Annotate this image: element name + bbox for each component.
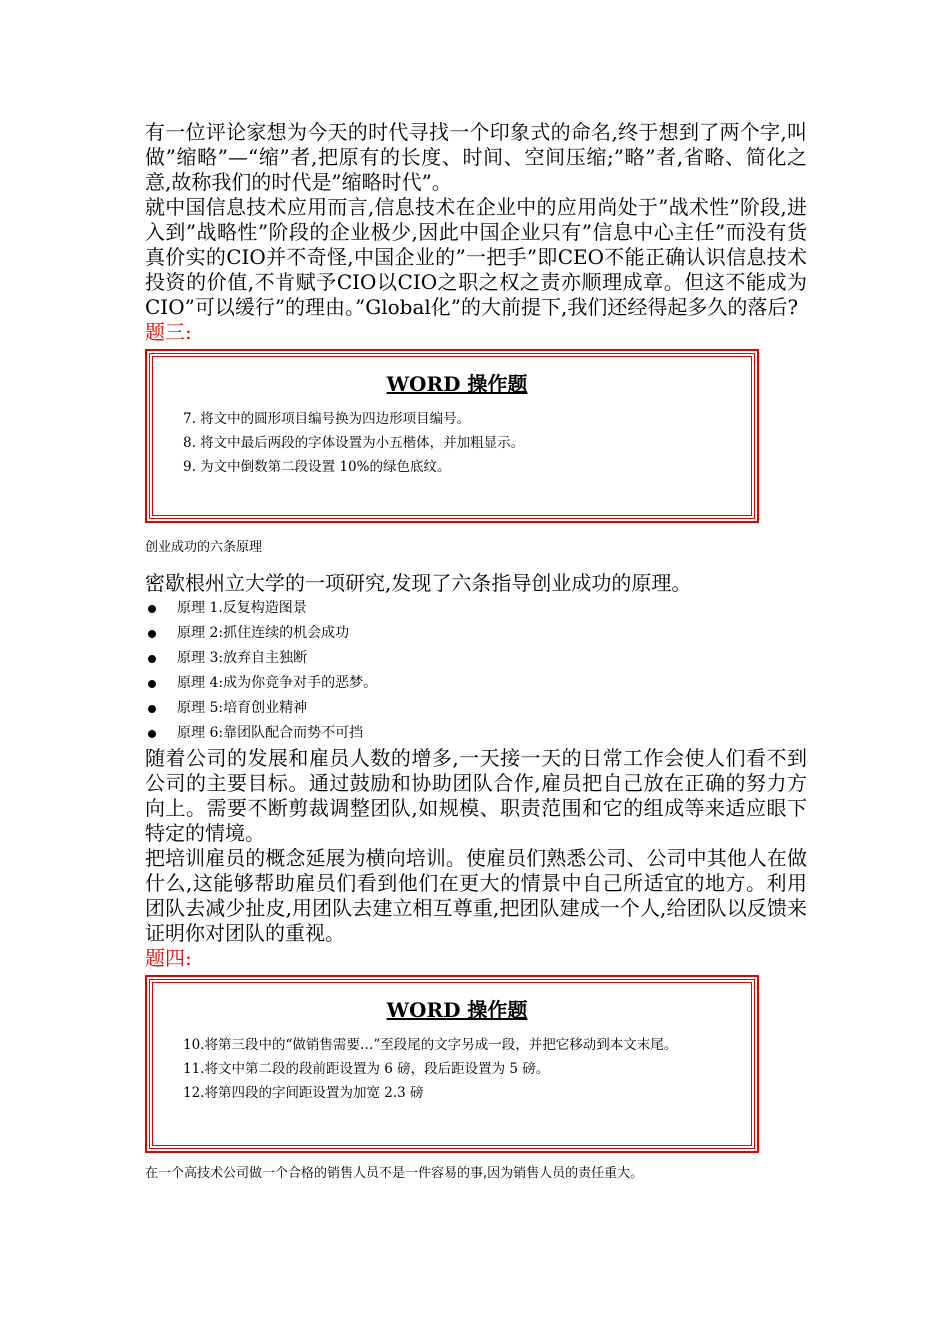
section3-task-9: 9. 为文中倒数第二段设置 10%的绿色底纹。 <box>183 459 451 475</box>
section3-task-7: 7. 将文中的圆形项目编号换为四边形项目编号。 <box>183 411 471 427</box>
section4-task-10: 10.将第三段中的“做销售需要…”至段尾的文字另成一段，并把它移动到本文末尾。 <box>183 1037 678 1053</box>
principle-item-1 <box>145 596 807 621</box>
principle-text: 原理 5:培育创业精神 <box>177 700 308 716</box>
principle-text: 原理 6:靠团队配合而势不可挡 <box>177 725 364 741</box>
section3-box-title: WORD 操作题 <box>386 372 528 396</box>
document-page <box>145 120 807 1183</box>
section4-task-box <box>149 979 755 1149</box>
section4-task-11: 11.将文中第二段的段前距设置为 6 磅，段后距设置为 5 磅。 <box>183 1061 550 1077</box>
startup-paragraph-2: 把培训雇员的概念延展为横向培训。使雇员们熟悉公司、公司中其他人在做什么,这能够帮助雇员们看到他们在更大的情景中自己所适宜的地方。利用团队去减少扯皮,用团队去建立相互尊重,把团队建成一个人,给团队以反馈来证明你对团队的重视。 <box>145 846 807 945</box>
bullet-icon <box>148 705 156 713</box>
closing-line: 在一个高技术公司做一个合格的销售人员不是一件容易的事,因为销售人员的责任重大。 <box>145 1166 644 1181</box>
startup-lead: 密歇根州立大学的一项研究,发现了六条指导创业成功的原理。 <box>145 571 692 595</box>
principle-text: 原理 4:成为你竞争对手的恶梦。 <box>177 675 378 691</box>
startup-title: 创业成功的六条原理 <box>145 540 263 555</box>
principle-item-2 <box>145 621 807 646</box>
bullet-icon <box>148 730 156 738</box>
principle-item-4 <box>145 671 807 696</box>
section3-heading: 题三: <box>145 320 192 344</box>
bullet-icon <box>148 605 156 613</box>
section3-task-box <box>149 353 755 519</box>
bullet-icon <box>148 630 156 638</box>
bullet-icon <box>148 655 156 663</box>
principle-text: 原理 2:抓住连续的机会成功 <box>177 625 350 641</box>
principle-item-6 <box>145 721 807 746</box>
principle-item-3 <box>145 646 807 671</box>
principle-text: 原理 1.反复构造图景 <box>177 600 307 616</box>
bullet-icon <box>148 680 156 688</box>
section4-task-12: 12.将第四段的字间距设置为加宽 2.3 磅 <box>183 1085 424 1101</box>
intro-paragraph-1: 有一位评论家想为今天的时代寻找一个印象式的命名,终于想到了两个字,叫做”缩略”—“缩”者,把原有的长度、时间、空间压缩;”略”者,省略、简化之意,故称我们的时代是”缩略时代”。 <box>145 120 807 194</box>
section4-box-title: WORD 操作题 <box>386 998 528 1022</box>
intro-paragraph-2: 就中国信息技术应用而言,信息技术在企业中的应用尚处于”战术性”阶段,进入到”战略性”阶段的企业极少,因此中国企业只有”信息中心主任”而没有货真价实的CIO并不奇怪,中国企业的”一把手”即CEO不能正确认识信息技术投资的价值,不肯赋予CIO以CIO之职之权之责亦顺理成章。但这不能成为CIO”可以缓行”的理由。”Global化”的大前提下,我们还经得起多久的落后? <box>145 195 807 319</box>
principles-list <box>145 596 807 746</box>
principle-item-5 <box>145 696 807 721</box>
startup-paragraph-1: 随着公司的发展和雇员人数的增多,一天接一天的日常工作会使人们看不到公司的主要目标。通过鼓励和协助团队合作,雇员把自己放在正确的努力方向上。需要不断剪裁调整团队,如规模、职责范围和它的组成等来适应眼下特定的情境。 <box>145 746 807 845</box>
section4-heading: 题四: <box>145 946 192 970</box>
principle-text: 原理 3:放弃自主独断 <box>177 650 308 666</box>
section3-task-8: 8. 将文中最后两段的字体设置为小五楷体，并加粗显示。 <box>183 435 525 451</box>
